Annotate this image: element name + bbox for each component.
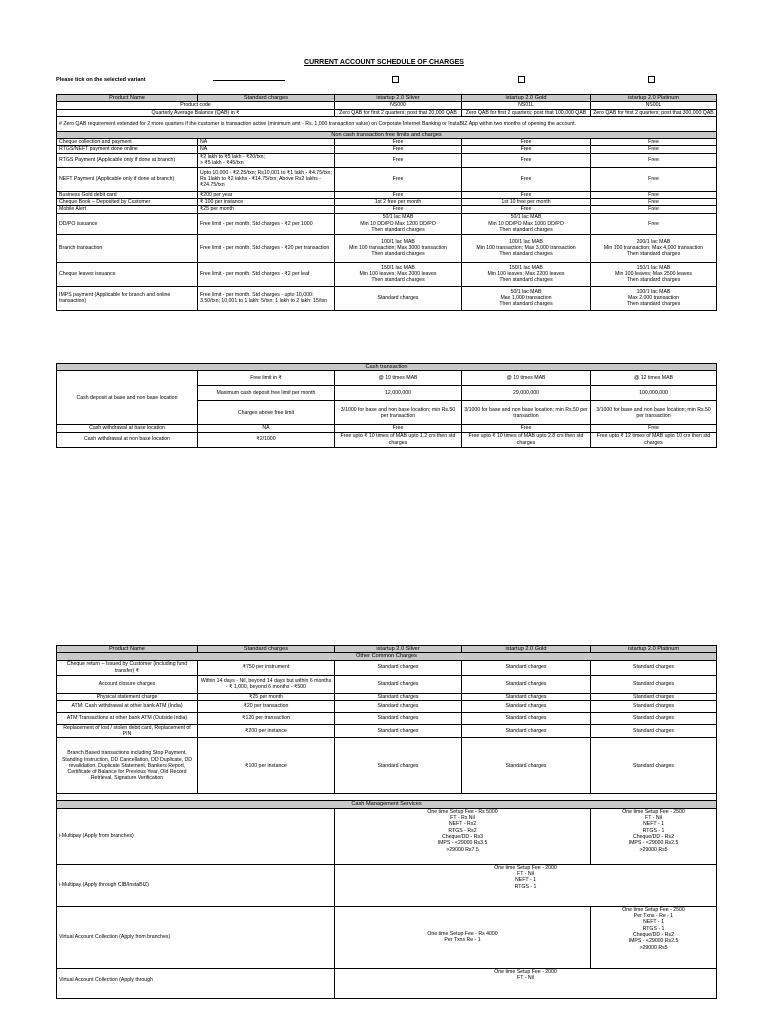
row-gold: Free	[462, 146, 591, 153]
cash-deposit-label: Cash deposit at base and non base location	[57, 371, 198, 425]
table-row	[57, 262, 717, 286]
max-deposit-gold: 29,000,000	[462, 386, 591, 401]
other-charges-table	[56, 645, 717, 999]
row-silver: Free	[335, 153, 462, 167]
above-limit-silver: 3/1000 for base and non base location; min Rs.50 per transaction	[335, 401, 462, 425]
row-standard: ₹750 per instrument	[198, 660, 335, 675]
table-row	[57, 660, 717, 675]
table-row	[57, 968, 717, 998]
row-standard: Within 14 days - Nil, beyond 14 days but within 6 months - ₹ 1,000, beyond 6 months - ₹500	[198, 675, 335, 693]
vac-branch-charges: One time Setup Fee - Rs 4000 Per Txns Re - 1	[335, 906, 591, 968]
free-limit-silver: @ 10 times MAB	[335, 371, 462, 386]
row-gold: Standard charges	[462, 712, 591, 724]
max-deposit-platinum: 100,000,000	[591, 386, 717, 401]
row-gold: Free	[462, 167, 591, 191]
free-limit-label: Free limit in ₹	[198, 371, 335, 386]
row-silver: Free	[335, 146, 462, 153]
max-deposit-silver: 12,000,000	[335, 386, 462, 401]
row-silver: 150/1 lac MAB Min 100 leaves; Max 2000 leaves Then standard charges	[335, 262, 462, 286]
table-row	[57, 675, 717, 693]
header-silver: istartup 2.0 Silver	[335, 95, 462, 102]
platinum-checkbox[interactable]	[648, 76, 655, 83]
row-platinum: Standard charges	[591, 693, 717, 700]
variant-label: Please tick on the selected variant	[56, 77, 146, 83]
qab-label: Quarterly Average Balance (QAB) in ₹	[57, 109, 335, 116]
header-platinum: istartup 2.0 Platinum	[591, 95, 717, 102]
row-gold: Standard charges	[462, 675, 591, 693]
section-header-cms	[57, 801, 717, 808]
variant-selector-row	[56, 75, 716, 87]
row-name: Cheque return – Issued by Customer (including fund transfer) ₹	[57, 660, 198, 675]
section-title-cms: Cash Management Services	[57, 801, 717, 808]
row-platinum: Standard charges	[591, 738, 717, 794]
section-title-other: Other Common Charges	[57, 653, 717, 660]
row-standard: ₹200 per instance	[198, 724, 335, 738]
row-standard: ₹25 per month	[198, 693, 335, 700]
row-silver: Standard charges	[335, 286, 462, 310]
row-platinum: Standard charges	[591, 712, 717, 724]
row-platinum: Standard charges	[591, 724, 717, 738]
imultipay-branch-platinum: One time Setup Fee - 2500 FT - Nil NEFT - 1 RTGS - 1 Cheque/DD - Rs2 IMPS - <29000 Rs2.5 >29000 Rs5	[591, 808, 717, 864]
withdrawal-base-silver: Free	[335, 425, 462, 432]
row-platinum: 150/1 lac MAB Min 100 leaves; Max 2500 leaves Then standard charges	[591, 262, 717, 286]
row-standard: ₹120 per transaction	[198, 712, 335, 724]
table-row	[57, 724, 717, 738]
row-name: Branch transaction	[57, 234, 198, 262]
row-silver: 50/1 lac MAB Min 10 DD/PO Max 1200 DD/PO Then standard charges	[335, 213, 462, 234]
row-platinum: Free	[591, 153, 717, 167]
row-name: Mobile Alert	[57, 206, 198, 213]
row-gold: 1st 10 free per month	[462, 199, 591, 206]
header-standard-charges-2: Standard charges	[198, 646, 335, 653]
row-gold: Standard charges	[462, 738, 591, 794]
header-gold-2: istartup 2.0 Gold	[462, 646, 591, 653]
row-silver: Standard charges	[335, 675, 462, 693]
header-platinum-2: istartup 2.0 Platinum	[591, 646, 717, 653]
withdrawal-nonbase-platinum: Free upto ₹ 12 times of MAB upto 10 crs then std charges	[591, 432, 717, 447]
vac-cib-label: Virtual Account Collection (Apply through	[57, 968, 335, 998]
table-row	[57, 234, 717, 262]
vac-branch-label: Virtual Account Collection (Apply from branches)	[57, 906, 335, 968]
silver-checkbox[interactable]	[392, 76, 399, 83]
cash-table	[56, 363, 717, 448]
row-name: Branch Based transactions including Stop Payment, Standing Instruction, DD Cancellation, DD Duplicate, DD revalidation, Duplicate Statement, Bankers Report, Certificate of Balance for Previous Year, Old Record Retrieval, Signature Verification	[57, 738, 198, 794]
product-code-gold: NS01L	[462, 102, 591, 109]
row-silver: Standard charges	[335, 700, 462, 712]
row-gold: Free	[462, 153, 591, 167]
row-gold: Standard charges	[462, 693, 591, 700]
header-gold: istartup 2.0 Gold	[462, 95, 591, 102]
row-gold: 50/1 lac MAB Min 10 DD/PO Max 1000 DD/PO Then standard charges	[462, 213, 591, 234]
row-platinum: Free	[591, 139, 717, 146]
table-row	[57, 199, 717, 206]
row-name: Physical statement charge	[57, 693, 198, 700]
table-row	[57, 286, 717, 310]
row-silver: Free	[335, 139, 462, 146]
section-title-noncash: Non cash transaction free limits and charges	[57, 131, 717, 138]
vac-branch-platinum: One time Setup Fee - 2500 Per Txns - Re - 1 NEFT - 1 RTGS - 1 Cheque/DD - Rs2 IMPS - <29000 Rs2.5 >29000 Rs5	[591, 906, 717, 968]
row-standard: NA	[198, 146, 335, 153]
row-name: Cheque Book – Deposited by Customer	[57, 199, 198, 206]
row-name: RTGS/NEFT payment done online	[57, 146, 198, 153]
row-platinum: Free	[591, 146, 717, 153]
row-platinum: Free	[591, 206, 717, 213]
table-row	[57, 906, 717, 968]
row-gold: Free	[462, 191, 591, 198]
section-header-other	[57, 653, 717, 660]
row-gold: Standard charges	[462, 660, 591, 675]
row-standard: Free limit - per month. Std charges - upto 10,000: 3.50/txn; 10,001 to 1 lakh: 5/txn; 1 lakh to 2 lakh: 15/txn	[198, 286, 335, 310]
row-platinum: 200/1 lac MAB Min 100 transaction; Max 4,000 transaction Then standard charges	[591, 234, 717, 262]
imultipay-branch-charges: One time Setup Fee - Rs 5000 FT - Rs Nil NEFT - Rs2 RTGS - Rs2 Cheque/DD - Rs3 IMPS - <29000 Rs3.5 >29000 Rs7.5	[335, 808, 591, 864]
withdrawal-base-std: NA	[198, 425, 335, 432]
row-silver: Standard charges	[335, 693, 462, 700]
row-name: Cheque leaves issuance	[57, 262, 198, 286]
section-title-cash: Cash transaction	[57, 364, 717, 371]
row-name: IMPS payment (Applicable for branch and online transaction)	[57, 286, 198, 310]
row-silver: Free	[335, 206, 462, 213]
table-row	[57, 432, 717, 447]
row-gold: 100/1 lac MAB Min 100 transaction; Max 3,000 transaction Then standard charges	[462, 234, 591, 262]
spacer-row	[57, 794, 717, 801]
row-standard: ₹2 lakh to ₹5 lakh - ₹20/txn; > ₹5 lakh - ₹45/txn	[198, 153, 335, 167]
table-row	[57, 153, 717, 167]
row-platinum: Free	[591, 191, 717, 198]
row-gold: 50/1 lac MAB Max 1,000 transaction Then standard charges	[462, 286, 591, 310]
document-title: CURRENT ACCOUNT SCHEDULE OF CHARGES	[304, 59, 464, 66]
noncash-rows	[57, 139, 717, 310]
withdrawal-base-gold: Free	[462, 425, 591, 432]
max-deposit-label: Maximum cash deposit free limit per month	[198, 386, 335, 401]
table-row	[57, 712, 717, 724]
qab-platinum: Zero QAB for first 2 quarters; post that 300,000 QAB	[591, 109, 717, 116]
row-silver: Free	[335, 167, 462, 191]
row-platinum: Standard charges	[591, 700, 717, 712]
withdrawal-nonbase-gold: Free upto ₹ 10 times of MAB upto 2.8 crs then std charges	[462, 432, 591, 447]
row-standard: Free limit - per month. Std charges - ₹2 per 1000	[198, 213, 335, 234]
qab-row	[57, 109, 717, 116]
gold-checkbox[interactable]	[518, 76, 525, 83]
row-standard: Free limit - per month. Std charges - ₹20 per transaction	[198, 234, 335, 262]
row-gold: Free	[462, 139, 591, 146]
other-charges-rows	[57, 660, 717, 794]
above-limit-gold: 3/1000 for base and non base location; min Rs.50 per transaction	[462, 401, 591, 425]
row-platinum: Free	[591, 199, 717, 206]
product-code-row	[57, 102, 717, 109]
row-standard: NA	[198, 139, 335, 146]
row-platinum: Standard charges	[591, 660, 717, 675]
header-product-name: Product Name	[57, 95, 198, 102]
spacer-cell	[57, 794, 717, 801]
table-row	[57, 700, 717, 712]
qab-note: # Zero QAB requirement extended for 2 more quarters if the customer is transaction active (minimum amt - Rs. 1,000 transaction value) on Corporate Internet Banking or InstaBIZ App within two months of opening the account.	[57, 116, 717, 131]
table-row	[57, 191, 717, 198]
table-row	[57, 864, 717, 906]
table-row	[57, 167, 717, 191]
imultipay-cib-charges: One time Setup Fee - 2000 FT - Nil NEFT - 1 RTGS - 1	[335, 864, 717, 906]
row-standard: Free limit - per month. Std charges - ₹2 per leaf	[198, 262, 335, 286]
above-limit-platinum: 3/1000 for base and non base location; min Rs.50 per transaction	[591, 401, 717, 425]
row-name: Replacement of lost / stolen debit card, Replacement of PIN	[57, 724, 198, 738]
qab-silver: Zero QAB for first 2 quarters; post that 20,000 QAB	[335, 109, 462, 116]
row-gold: Standard charges	[462, 700, 591, 712]
row-name: NEFT Payment (Applicable only if done at branch)	[57, 167, 198, 191]
header-standard-charges: Standard charges	[198, 95, 335, 102]
row-standard: ₹200 per year	[198, 191, 335, 198]
row-name: Business Gold debit card	[57, 191, 198, 198]
table-row	[57, 213, 717, 234]
row-name: ATM Transactions at other bank ATM (Outside India)	[57, 712, 198, 724]
product-code-silver: NS000	[335, 102, 462, 109]
row-name: Cheque collection and payment	[57, 139, 198, 146]
row-standard: Upto 10,000 - ₹2.25/txn; Rs10,001 to ₹1 lakh - ₹4.75/txn; Rs 1lakh to ₹2 lakhs - ₹14.75/txn; Above Rs2 lakhs - ₹24.75/txn	[198, 167, 335, 191]
above-limit-label: Charges above free limit	[198, 401, 335, 425]
product-table	[56, 94, 717, 311]
row-silver: 100/1 lac MAB Min 100 transaction; Max 3000 transaction Then standard charges	[335, 234, 462, 262]
table-row	[57, 425, 717, 432]
row-platinum: 100/1 lac MAB Max 2,000 transaction Then standard charges	[591, 286, 717, 310]
table-row	[57, 206, 717, 213]
row-name: DD/PO issuance	[57, 213, 198, 234]
header-row-2	[57, 646, 717, 653]
row-gold: Standard charges	[462, 724, 591, 738]
header-product-name-2: Product Name	[57, 646, 198, 653]
vac-cib-charges: One time Setup Fee - 2000 FT - Nil	[335, 968, 717, 998]
variant-underline	[213, 80, 285, 81]
qab-gold: Zero QAB for first 2 quarters; post that 100,000 QAB	[462, 109, 591, 116]
table-row	[57, 139, 717, 146]
withdrawal-nonbase-label: Cash withdrawal at non base location	[57, 432, 198, 447]
withdrawal-base-platinum: Free	[591, 425, 717, 432]
table-row	[57, 738, 717, 794]
withdrawal-base-label: Cash withdrawal at base location	[57, 425, 198, 432]
row-gold: Free	[462, 206, 591, 213]
row-silver: Free	[335, 191, 462, 198]
section-header-noncash	[57, 131, 717, 138]
row-name: Account closure charges	[57, 675, 198, 693]
imultipay-branch-label: i-Multipay (Apply from branches)	[57, 808, 335, 864]
table-row	[57, 808, 717, 864]
header-row	[57, 95, 717, 102]
free-limit-gold: @ 10 times MAB	[462, 371, 591, 386]
row-silver: Standard charges	[335, 724, 462, 738]
withdrawal-nonbase-silver: Free upto ₹ 10 times of MAB upto 1.2 crs then std charges	[335, 432, 462, 447]
row-gold: 150/1 lac MAB Min 100 leaves; Max 2200 leaves Then standard charges	[462, 262, 591, 286]
table-row	[57, 693, 717, 700]
row-silver: Standard charges	[335, 660, 462, 675]
row-silver: Standard charges	[335, 712, 462, 724]
product-code-label: Product code	[57, 102, 335, 109]
row-standard: ₹25 per month	[198, 206, 335, 213]
note-row	[57, 116, 717, 131]
row-name: ATM: Cash withdrawal at other bank ATM (India)	[57, 700, 198, 712]
section-header-cash	[57, 364, 717, 371]
row-platinum: Standard charges	[591, 675, 717, 693]
row-silver: Standard charges	[335, 738, 462, 794]
row-name: RTGS Payment (Applicable only if done at branch)	[57, 153, 198, 167]
product-code-platinum: NS00L	[591, 102, 717, 109]
free-limit-platinum: @ 12 times MAB	[591, 371, 717, 386]
withdrawal-nonbase-std: ₹2/1000	[198, 432, 335, 447]
table-row	[57, 146, 717, 153]
row-silver: 1st 2 free per month	[335, 199, 462, 206]
row-standard: ₹100 per instance	[198, 738, 335, 794]
table-row	[57, 371, 717, 386]
header-silver-2: istartup 2.0 Silver	[335, 646, 462, 653]
imultipay-cib-label: i-Multipay (Apply through CIB/InstaBIZ)	[57, 864, 335, 906]
row-platinum: Free	[591, 167, 717, 191]
row-platinum: Free	[591, 213, 717, 234]
row-standard: ₹ 100 per instance	[198, 199, 335, 206]
row-standard: ₹20 per transaction	[198, 700, 335, 712]
